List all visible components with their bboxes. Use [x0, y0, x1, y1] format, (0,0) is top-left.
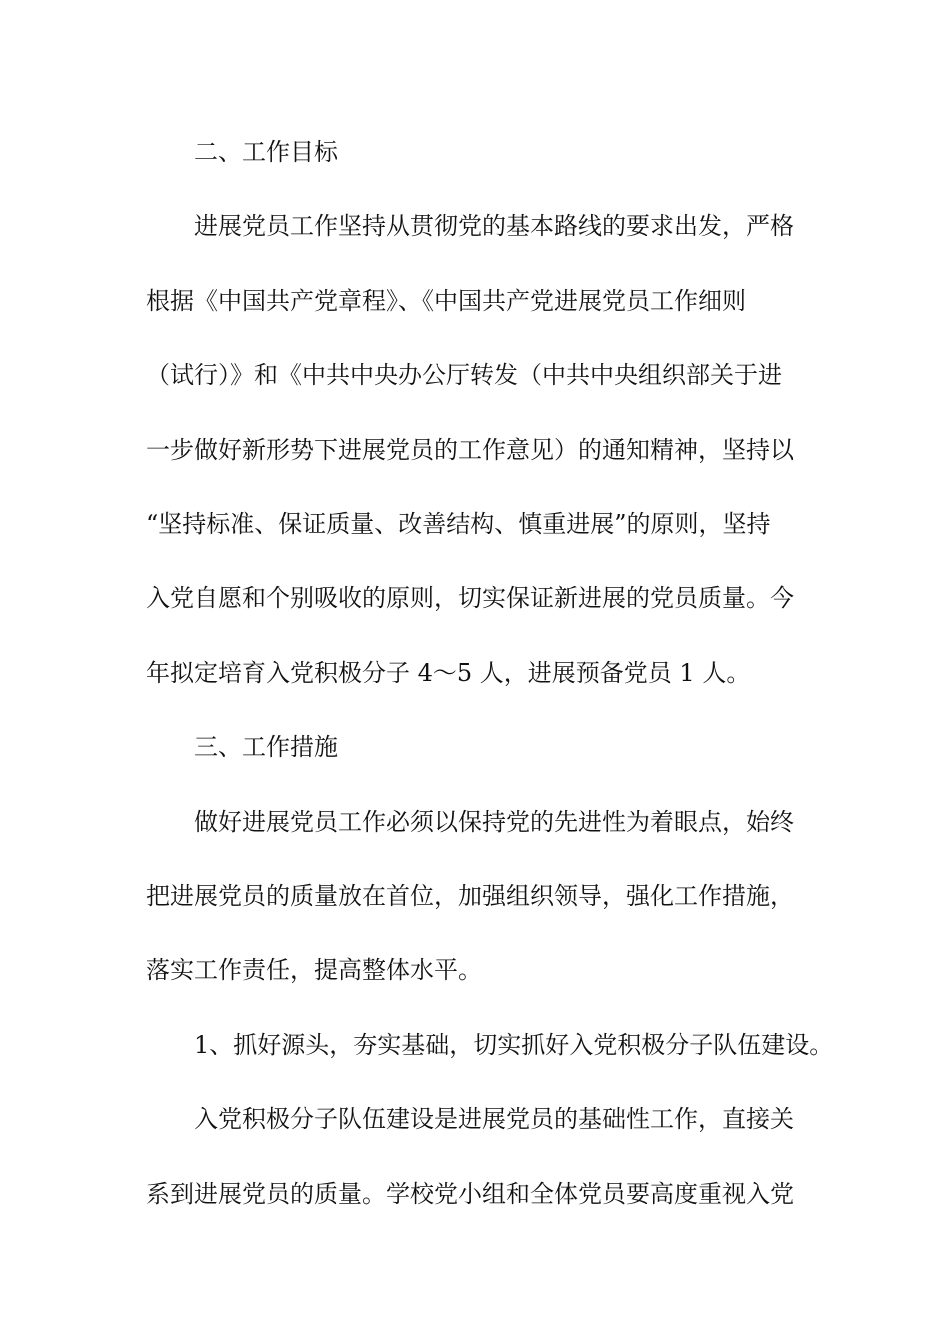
paragraph-line: 入党自愿和个别吸收的原则，切实保证新进展的党员质量。今	[146, 584, 794, 612]
paragraph-line: 根据《中国共产党章程》、《中国共产党进展党员工作细则	[146, 287, 746, 315]
paragraph-line: 年拟定培育入党积极分子 4～5 人，进展预备党员 1 人。	[146, 659, 751, 687]
paragraph-line: 落实工作责任，提高整体水平。	[146, 956, 482, 984]
subsection-heading-1: 1、抓好源头，夯实基础，切实抓好入党积极分子队伍建设。	[194, 1031, 834, 1059]
paragraph-line: “坚持标准、保证质量、改善结构、慎重进展”的原则，坚持	[146, 510, 771, 538]
paragraph-line: 入党积极分子队伍建设是进展党员的基础性工作，直接关	[194, 1105, 794, 1133]
section-heading-work-measures: 三、工作措施	[194, 733, 338, 761]
paragraph-line: 系到进展党员的质量。学校党小组和全体党员要高度重视入党	[146, 1180, 794, 1208]
paragraph-line: 进展党员工作坚持从贯彻党的基本路线的要求出发，严格	[194, 212, 794, 240]
section-heading-work-goals: 二、工作目标	[194, 138, 338, 166]
paragraph-line: 做好进展党员工作必须以保持党的先进性为着眼点，始终	[194, 808, 794, 836]
paragraph-line: （试行）》和《中共中央办公厅转发（中共中央组织部关于进	[146, 361, 782, 389]
paragraph-line: 把进展党员的质量放在首位，加强组织领导，强化工作措施，	[146, 882, 794, 910]
paragraph-line: 一步做好新形势下进展党员的工作意见）的通知精神，坚持以	[146, 436, 794, 464]
